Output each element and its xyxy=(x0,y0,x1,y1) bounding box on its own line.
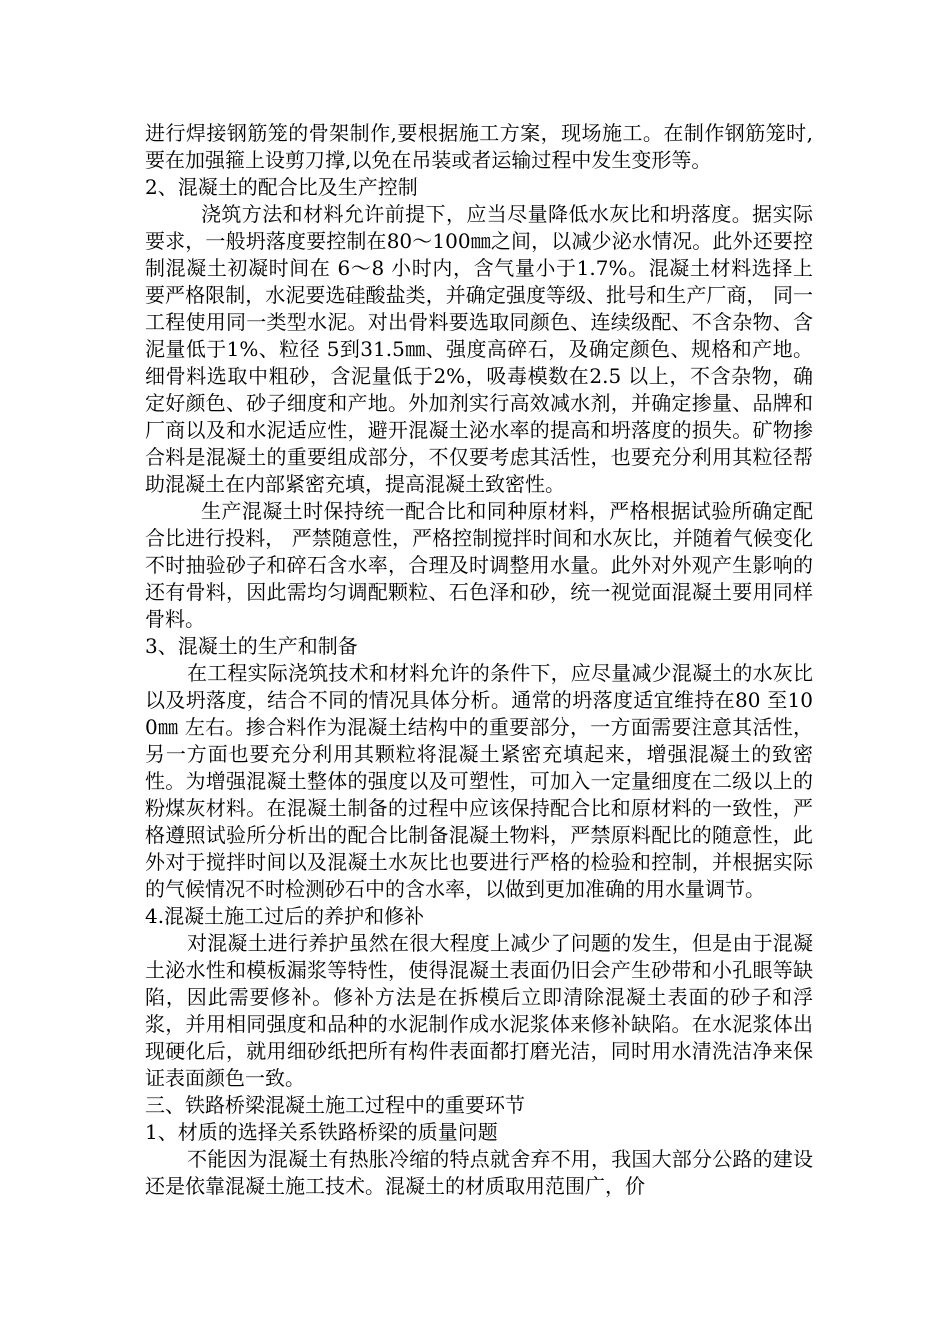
paragraph-mix-ratio-materials: 浇筑方法和材料允许前提下，应当尽量降低水灰比和坍落度。据实际要求，一般坍落度要控制在80～100㎜之间，以减少泌水情况。此外还要控制混凝土初凝时间在 6～8 小时内，含气量小于1.7%。混凝土材料选择上要严格限制，水泥要选硅酸盐类，并确定强度等级、批号和生产厂商， 同一工程使用同一类型水泥。对出骨料要选取同颜色、连续级配、不含杂物、含泥量低于1%、粒径 5到31.5㎜、强度高碎石，及确定颜色、规格和产地。细骨料选取中粗砂，含泥量低于2%，吸毒模数在2.5 以上，不含杂物，确定好颜色、砂子细度和产地。外加剂实行高效减水剂，并确定掺量、品牌和厂商以及和水泥适应性，避开混凝土泌水率的提高和坍落度的损失。矿物掺合料是混凝土的重要组成部分，不仅要考虑其活性，也要充分利用其粒径帮助混凝土在内部紧密充填，提高混凝土致密性。 xyxy=(145,202,813,496)
heading-mix-ratio-control: 2、混凝土的配合比及生产控制 xyxy=(145,175,418,199)
heading-material-selection: 1、材质的选择关系铁路桥梁的质量问题 xyxy=(145,1120,498,1144)
heading-production-preparation: 3、混凝土的生产和制备 xyxy=(145,634,358,658)
paragraph-material-selection: 不能因为混凝土有热胀冷缩的特点就舍弃不用，我国大部分公路的建设还是依靠混凝土施工技术。混凝土的材质取用范围广，价 xyxy=(145,1147,813,1198)
paragraph-rebar-cage: 进行焊接钢筋笼的骨架制作,要根据施工方案，现场施工。在制作钢筋笼时,要在加强箍上设剪刀撑,以免在吊装或者运输过程中发生变形等。 xyxy=(145,121,813,172)
paragraph-production-preparation: 在工程实际浇筑技术和材料允许的条件下，应尽量减少混凝土的水灰比以及坍落度，结合不同的情况具体分析。通常的坍落度适宜维持在80 至100㎜ 左右。掺合料作为混凝土结构中的重要部分，一方面需要注意其活性，另一方面也要充分利用其颗粒将混凝土紧密充填起来，增强混凝土的致密性。为增强混凝土整体的强度以及可塑性，可加入一定量细度在二级以上的粉煤灰材料。在混凝土制备的过程中应该保持配合比和原材料的一致性，严格遵照试验所分析出的配合比制备混凝土物料，严禁原料配比的随意性，此外对于搅拌时间以及混凝土水灰比也要进行严格的检验和控制，并根据实际的气候情况不时检测砂石中的含水率，以做到更加准确的用水量调节。 xyxy=(145,661,813,901)
paragraph-production-control: 生产混凝土时保持统一配合比和同种原材料，严格根据试验所确定配合比进行投料， 严禁随意性，严格控制搅拌时间和水灰比，并随着气候变化不时抽验砂子和碎石含水率，合理及时调整用水量。此外对外观产生影响的还有骨料，因此需均匀调配颗粒、石色泽和砂，统一视觉面混凝土要用同样骨料。 xyxy=(145,499,813,631)
heading-curing-repair: 4.混凝土施工过后的养护和修补 xyxy=(145,904,425,928)
paragraph-curing-repair: 对混凝土进行养护虽然在很大程度上减少了问题的发生，但是由于混凝土泌水性和模板漏浆等特性，使得混凝土表面仍旧会产生砂带和小孔眼等缺陷，因此需要修补。修补方法是在拆模后立即清除混凝土表面的砂子和浮浆，并用相同强度和品种的水泥制作成水泥浆体来修补缺陷。在水泥浆体出现硬化后，就用细砂纸把所有构件表面都打磨光洁，同时用水清洗洁净来保证表面颜色一致。 xyxy=(145,931,813,1090)
document-body xyxy=(145,120,813,1200)
heading-key-links: 三、铁路桥梁混凝土施工过程中的重要环节 xyxy=(145,1093,525,1117)
